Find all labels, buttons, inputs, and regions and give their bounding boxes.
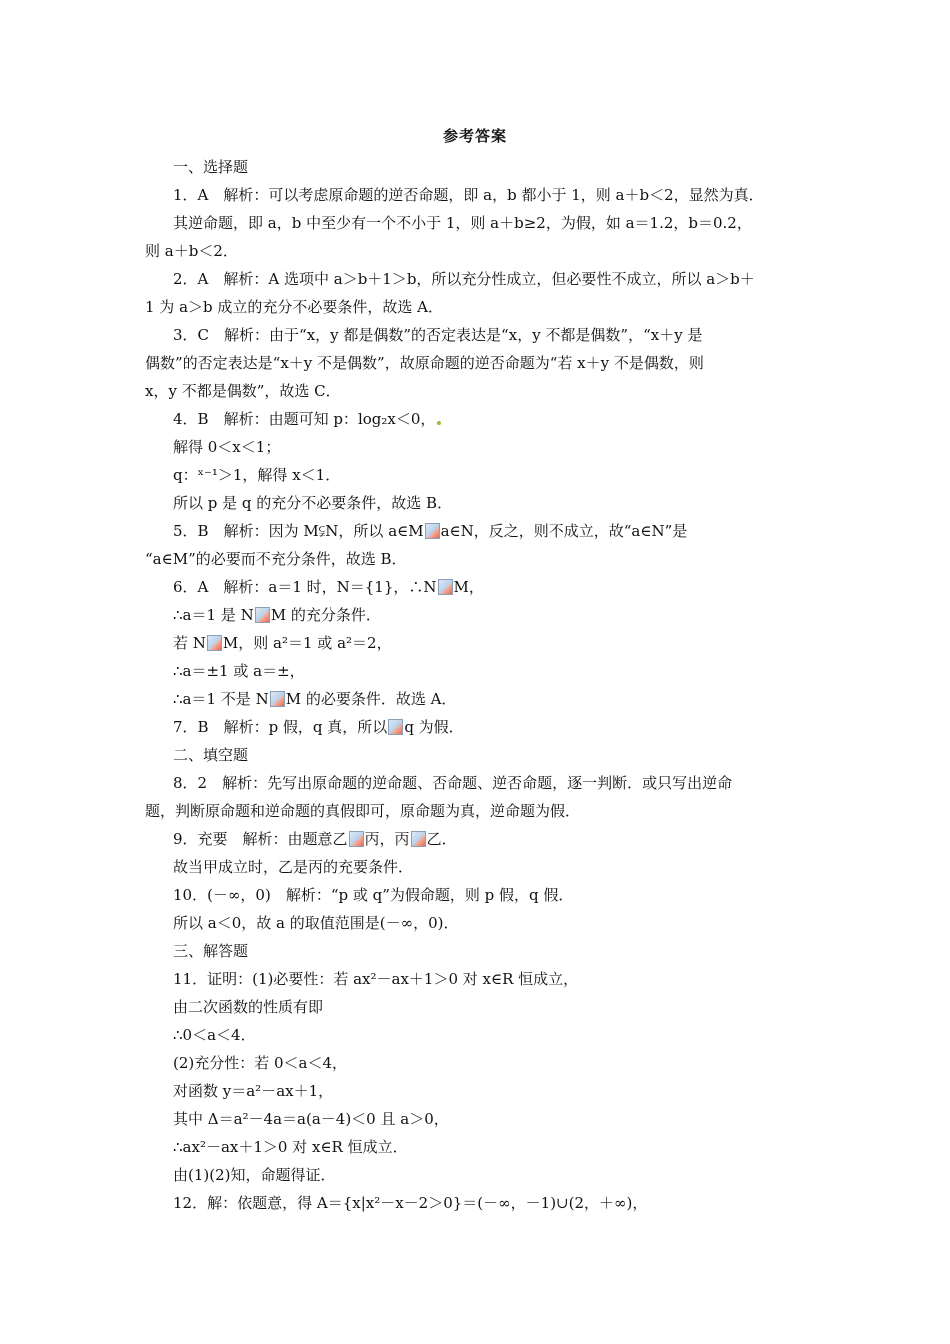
answer-line: 12．解：依题意，得 A＝{x|x²－x－2＞0}＝(－∞，－1)∪(2，＋∞)， — [173, 1194, 648, 1212]
answer-line: 所以 a＜0，故 a 的取值范围是(－∞，0)． — [173, 914, 459, 932]
answer-line — [173, 605, 810, 625]
answer-line: 8．2 解析：先写出原命题的逆命题、否命题、逆否命题，逐一判断．或只写出逆命 — [173, 774, 733, 792]
answer-text: ∴a＝1 不是 N — [173, 690, 269, 708]
answer-text: 7．B 解析：p 假，q 真，所以 — [173, 718, 388, 736]
answer-text: M， — [453, 578, 484, 596]
answer-line: 偶数”的否定表达是“x＋y 不是偶数”，故原命题的逆否命题为“若 x＋y 不是偶数，则 — [145, 354, 704, 372]
answer-line: 所以 p 是 q 的充分不必要条件，故选 B． — [173, 494, 453, 512]
section-heading-choice: 一、选择题 — [173, 158, 249, 176]
answer-line: 故当甲成立时，乙是丙的充要条件． — [173, 858, 414, 876]
answer-text: 6．A 解析：a＝1 时，N＝{1}，∴N — [173, 578, 437, 596]
missing-image-icon — [411, 831, 426, 847]
answer-line: q：ˣ⁻¹＞1，解得 x＜1． — [173, 466, 341, 484]
answer-line: (2)充分性：若 0＜a＜4， — [173, 1054, 348, 1072]
image-placeholder-icon — [437, 421, 441, 425]
answer-text: M 的充分条件． — [270, 606, 381, 624]
missing-image-icon — [270, 691, 285, 707]
answer-line: 11．证明：(1)必要性：若 ax²－ax＋1＞0 对 x∈R 恒成立， — [173, 970, 579, 988]
answer-line — [173, 521, 810, 541]
answer-line: 1 为 a＞b 成立的充分不必要条件，故选 A． — [145, 298, 443, 316]
answer-line: x，y 不都是偶数”，故选 C． — [145, 382, 341, 400]
answer-line — [173, 717, 810, 737]
answer-text: ∴a＝1 是 N — [173, 606, 254, 624]
answer-line — [173, 689, 810, 709]
answer-line: “a∈M”的必要而不充分条件，故选 B． — [145, 550, 407, 568]
answer-text: 5．B 解析：因为 M⫋N，所以 a∈M — [173, 522, 424, 540]
answer-line: 对函数 y＝a²－ax＋1， — [173, 1082, 334, 1100]
answer-line — [173, 633, 810, 653]
page-title: 参考答案 — [442, 127, 507, 145]
answer-line: ∴0＜a＜4． — [173, 1026, 256, 1044]
answer-line: 题，判断原命题和逆命题的真假即可，原命题为真，逆命题为假． — [145, 802, 581, 820]
answer-line — [173, 577, 810, 597]
answer-line: ∴a＝±1 或 a＝±， — [173, 662, 305, 680]
answer-line: 2．A 解析：A 选项中 a＞b＋1＞b，所以充分性成立，但必要性不成立，所以 a＞b＋ — [173, 270, 755, 288]
section-heading-fill: 二、填空题 — [173, 746, 249, 764]
missing-image-icon — [349, 831, 364, 847]
answer-line: 由二次函数的性质有即 — [173, 998, 324, 1016]
answer-line: ∴ax²－ax＋1＞0 对 x∈R 恒成立． — [173, 1138, 408, 1156]
missing-image-icon — [255, 607, 270, 623]
answer-text: M 的必要条件．故选 A． — [285, 690, 457, 708]
answer-line: 10．(－∞，0) 解析：“p 或 q”为假命题，则 p 假，q 假． — [173, 886, 574, 904]
answer-line: 1．A 解析：可以考虑原命题的逆否命题，即 a，b 都小于 1，则 a＋b＜2，显然为真． — [173, 186, 764, 204]
answer-line — [173, 409, 810, 429]
answer-line: 3．C 解析：由于“x，y 都是偶数”的否定表达是“x，y 不都是偶数”，“x＋y 是 — [173, 326, 703, 344]
answer-text: M，则 a²＝1 或 a²＝2， — [222, 634, 392, 652]
answer-line — [173, 829, 810, 849]
answer-text: 若 N — [173, 634, 206, 652]
answer-text: q 为假． — [404, 718, 464, 736]
answer-text: a∈N，反之，则不成立，故“a∈N”是 — [440, 522, 688, 540]
missing-image-icon — [388, 719, 403, 735]
missing-image-icon — [207, 635, 222, 651]
missing-image-icon — [438, 579, 453, 595]
answer-text: 9．充要 解析：由题意乙 — [173, 830, 348, 848]
answer-text: 4．B 解析：由题可知 p：log₂x＜0， — [173, 410, 436, 428]
answer-line: 解得 0＜x＜1； — [173, 438, 281, 456]
answer-line: 其逆命题，即 a，b 中至少有一个不小于 1，则 a＋b≥2，为假，如 a＝1.2，b＝0.2， — [173, 214, 752, 232]
answer-line: 由(1)(2)知，命题得证． — [173, 1166, 336, 1184]
answer-text: 丙，丙 — [364, 830, 410, 848]
missing-image-icon — [425, 523, 440, 539]
answer-line: 则 a＋b＜2． — [145, 242, 238, 260]
answer-line: 其中 Δ＝a²－4a＝a(a－4)＜0 且 a＞0， — [173, 1110, 449, 1128]
answer-text: 乙． — [426, 830, 457, 848]
section-heading-solve: 三、解答题 — [173, 942, 249, 960]
